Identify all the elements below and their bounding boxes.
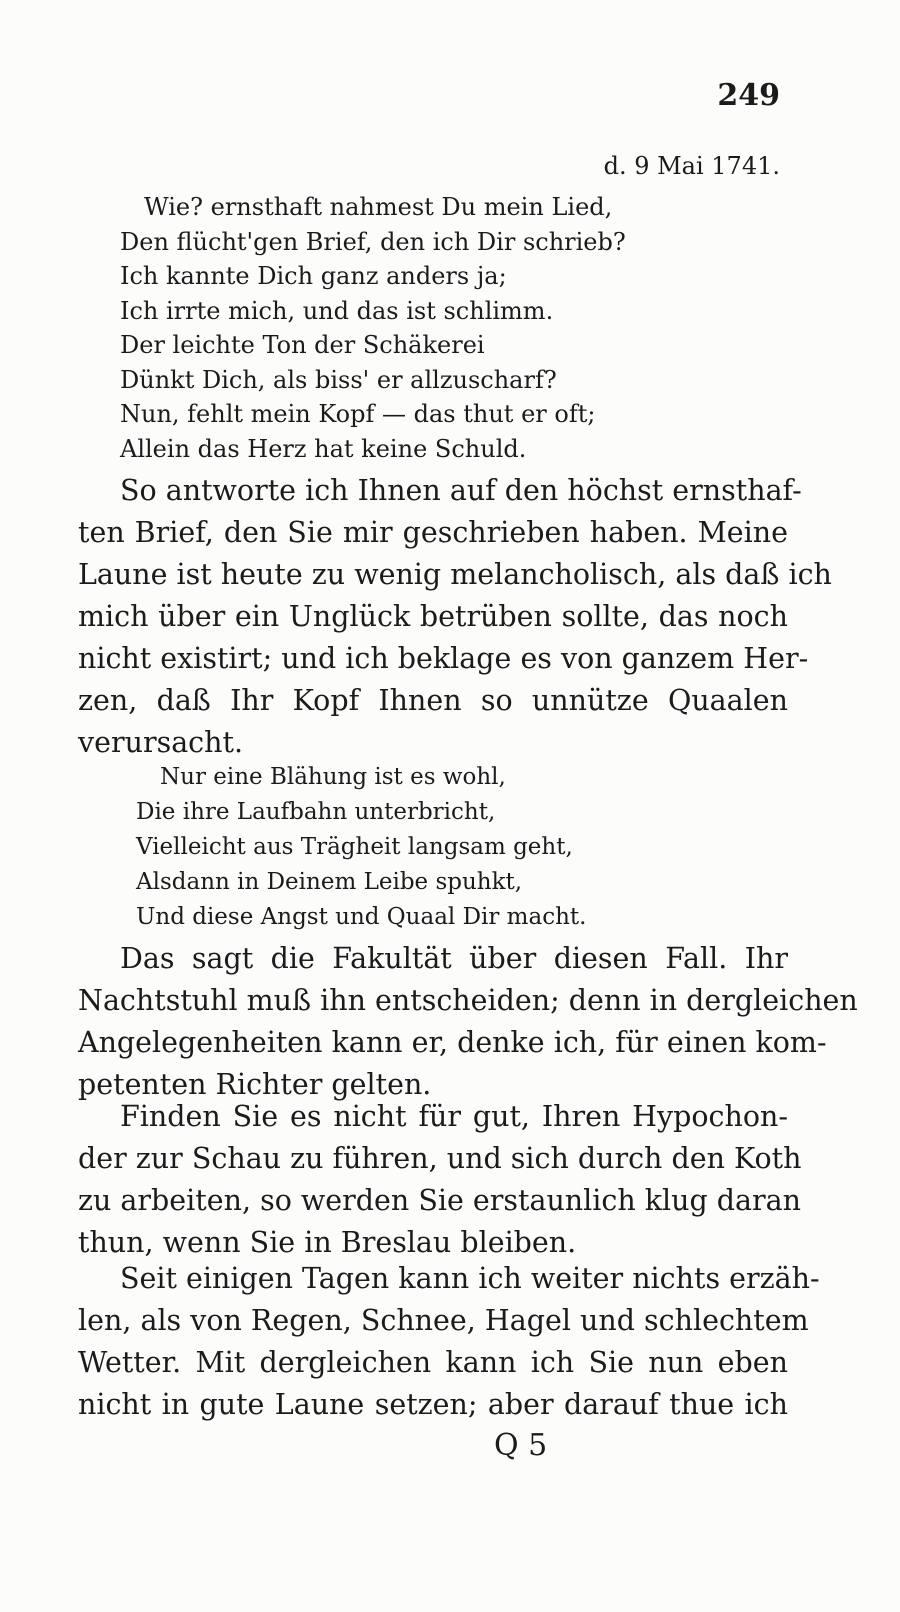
paragraph-fakultaet xyxy=(78,938,858,1106)
poem-line: Ich kannte Dich ganz anders ja; xyxy=(120,262,507,290)
signature-mark: Q 5 xyxy=(494,1428,548,1463)
poem-line: Nun, fehlt mein Kopf — das thut er oft; xyxy=(120,400,596,428)
poem-first xyxy=(120,190,626,466)
text-line: Seit einigen Tagen kann ich weiter nichts erzäh- xyxy=(120,1262,820,1295)
paragraph-antwort xyxy=(78,470,832,764)
paragraph-wetter xyxy=(78,1258,820,1426)
text-line: verursacht. xyxy=(78,726,244,759)
text-line: Nachtstuhl muß ihn entscheiden; denn in dergleichen xyxy=(78,984,858,1017)
text-line: So antworte ich Ihnen auf den höchst ernsthaf- xyxy=(120,474,802,507)
text-line: ten Brief, den Sie mir geschrieben haben. Meine xyxy=(78,516,788,549)
poem-line: Alsdann in Deinem Leibe spuhkt, xyxy=(136,869,523,895)
poem-line: Vielleicht aus Trägheit langsam geht, xyxy=(136,834,573,860)
poem-line: Den flücht'gen Brief, den ich Dir schrieb? xyxy=(120,227,626,256)
poem-second xyxy=(136,760,586,935)
text-line: Angelegenheiten kann er, denke ich, für einen kom- xyxy=(78,1026,827,1059)
text-line: petenten Richter gelten. xyxy=(78,1068,432,1101)
text-line: Wetter. Mit dergleichen kann ich Sie nun eben xyxy=(78,1346,788,1379)
poem-line: Und diese Angst und Quaal Dir macht. xyxy=(136,904,587,930)
paragraph-hypochonder xyxy=(78,1096,802,1264)
text-line: mich über ein Unglück betrüben sollte, das noch xyxy=(78,600,788,633)
text-line: nicht existirt; und ich beklage es von ganzem Her- xyxy=(78,642,809,675)
text-line: zen, daß Ihr Kopf Ihnen so unnütze Quaalen xyxy=(78,684,788,717)
text-line: len, als von Regen, Schnee, Hagel und schlechtem xyxy=(78,1304,809,1337)
text-line: thun, wenn Sie in Breslau bleiben. xyxy=(78,1226,577,1259)
poem-line: Wie? ernsthaft nahmest Du mein Lied, xyxy=(144,193,613,221)
text-line: zu arbeiten, so werden Sie erstaunlich klug daran xyxy=(78,1184,802,1217)
poem-line: Nur eine Blähung ist es wohl, xyxy=(160,764,506,790)
page-number: 249 xyxy=(717,78,780,113)
text-line: Das sagt die Fakultät über diesen Fall. Ihr xyxy=(120,942,788,975)
text-line: nicht in gute Laune setzen; aber darauf thue ich xyxy=(78,1388,788,1421)
text-line: der zur Schau zu führen, und sich durch den Koth xyxy=(78,1142,802,1175)
poem-line: Ich irrte mich, und das ist schlimm. xyxy=(120,296,554,325)
poem-line: Allein das Herz hat keine Schuld. xyxy=(120,434,527,463)
text-line: Finden Sie es nicht für gut, Ihren Hypochon- xyxy=(120,1100,788,1133)
poem-line: Der leichte Ton der Schäkerei xyxy=(120,331,485,359)
poem-line: Dünkt Dich, als biss' er allzuscharf? xyxy=(120,365,557,394)
letter-date: d. 9 Mai 1741. xyxy=(603,152,780,180)
poem-line: Die ihre Laufbahn unterbricht, xyxy=(136,799,496,825)
text-line: Laune ist heute zu wenig melancholisch, als daß ich xyxy=(78,558,832,591)
